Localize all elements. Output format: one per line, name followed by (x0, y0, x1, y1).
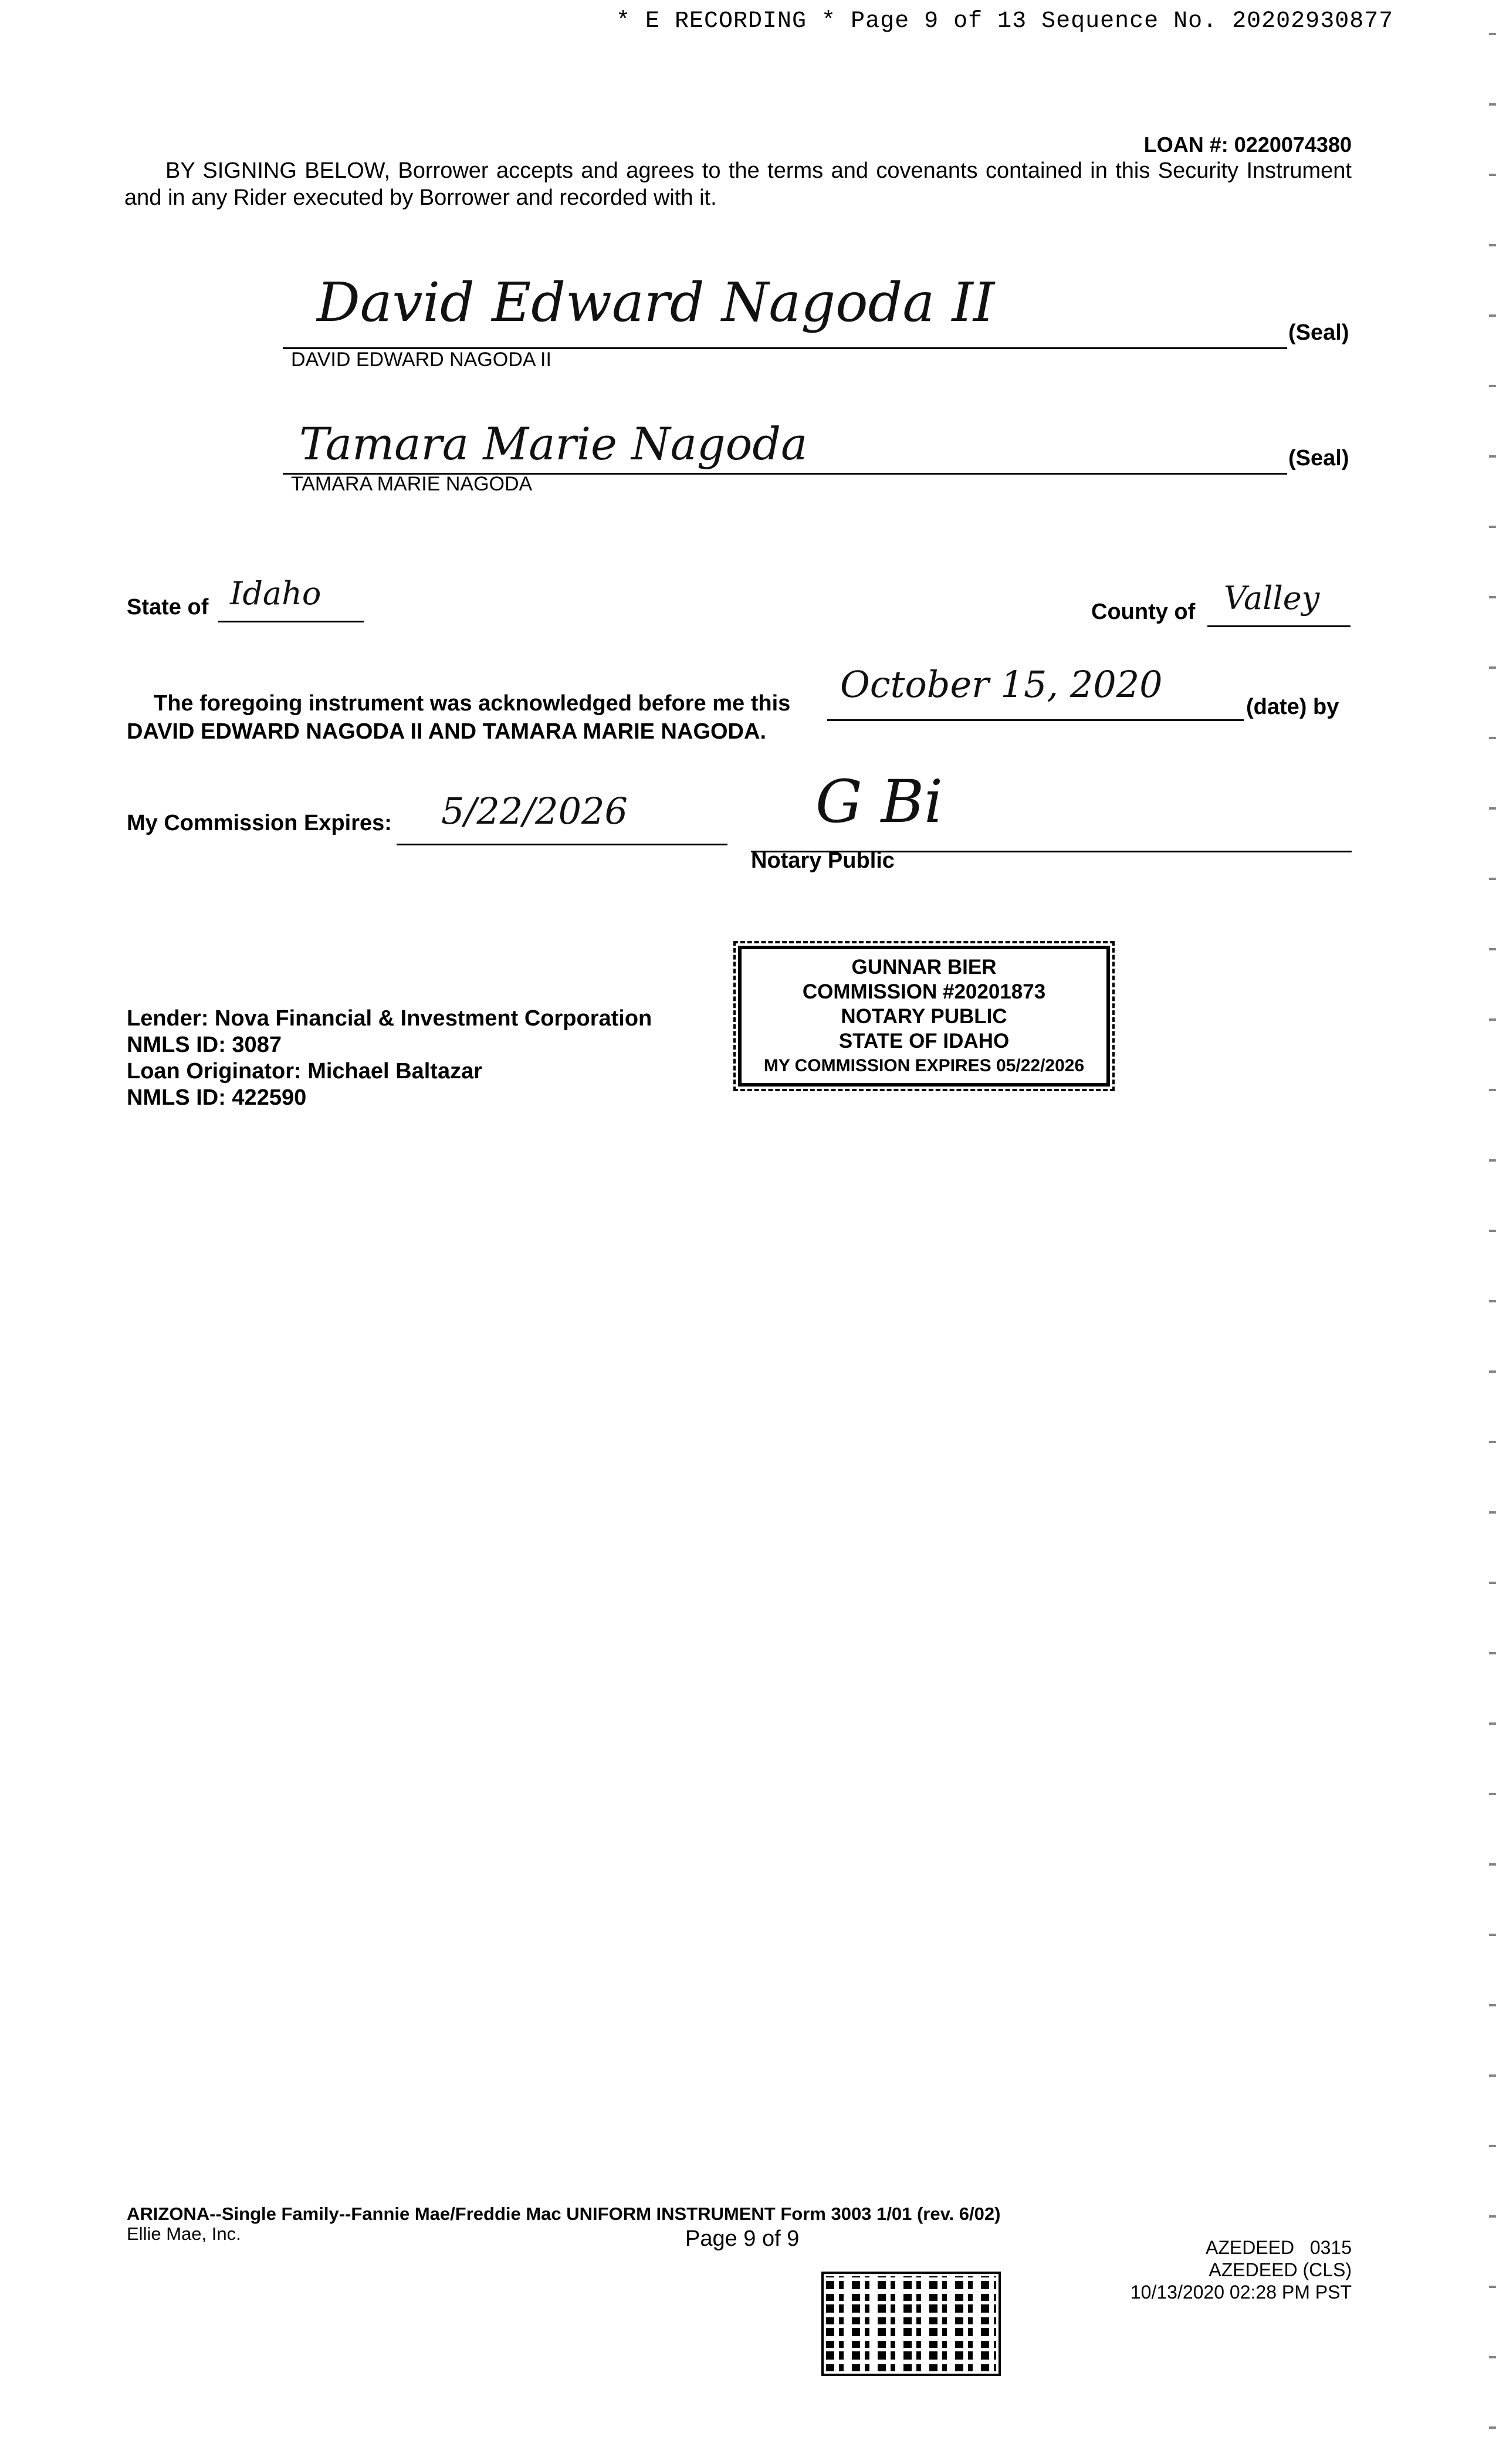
stamp-name: GUNNAR BIER (851, 956, 997, 979)
borrower-1-name: DAVID EDWARD NAGODA II (291, 348, 551, 371)
lender-block (127, 1006, 652, 1111)
borrower-1-signature: David Edward Nagoda II (317, 271, 995, 334)
county-line (1207, 625, 1351, 627)
stamp-commission: COMMISSION #20201873 (802, 980, 1046, 1003)
loan-originator: Loan Originator: Michael Baltazar (127, 1059, 482, 1084)
borrower-1-seal: (Seal) (1288, 320, 1349, 345)
lender-name: Lender: Nova Financial & Investment Corporation (127, 1006, 652, 1031)
ack-borrowers: DAVID EDWARD NAGODA II AND TAMARA MARIE NAGODA. (127, 719, 766, 744)
loan-label: LOAN #: (1143, 133, 1228, 157)
2d-barcode-icon (826, 2276, 996, 2371)
footer-code-2: AZEDEED (CLS) (1209, 2259, 1352, 2280)
borrower-2-signature: Tamara Marie Nagoda (299, 418, 808, 470)
state-line (218, 621, 364, 622)
stamp-title: NOTARY PUBLIC (841, 1005, 1007, 1028)
ack-date-suffix: (date) by (1246, 695, 1339, 719)
scan-edge-artifact (1489, 0, 1496, 2464)
state-value: Idaho (230, 575, 321, 612)
footer-codes (1131, 2236, 1352, 2303)
lender-nmls: NMLS ID: 3087 (127, 1033, 282, 1057)
notary-stamp (738, 946, 1110, 1087)
commission-value: 5/22/2026 (441, 790, 628, 832)
originator-nmls: NMLS ID: 422590 (127, 1085, 307, 1110)
stamp-state: STATE OF IDAHO (838, 1030, 1010, 1052)
footer-timestamp: 10/13/2020 02:28 PM PST (1130, 2282, 1352, 2303)
loan-number (1144, 133, 1352, 157)
commission-label: My Commission Expires: (127, 811, 392, 835)
notary-public-label: Notary Public (751, 848, 895, 873)
ack-text: The foregoing instrument was acknowledged before me this (154, 691, 791, 716)
ack-date-line (827, 719, 1244, 721)
commission-line (397, 844, 727, 845)
county-value: Valley (1224, 580, 1320, 617)
footer-publisher: Ellie Mae, Inc. (127, 2223, 241, 2244)
footer-code-1: AZEDEED 0315 (1206, 2237, 1352, 2258)
state-label: State of (127, 595, 209, 620)
recording-header: * E RECORDING * Page 9 of 13 Sequence No. 20202930877 (616, 8, 1394, 35)
borrower-2-seal: (Seal) (1288, 446, 1349, 471)
stamp-expires: MY COMMISSION EXPIRES 05/22/2026 (763, 1056, 1085, 1075)
signing-paragraph (124, 157, 1352, 211)
footer-form-line: ARIZONA--Single Family--Fannie Mae/Freddie Mac UNIFORM INSTRUMENT Form 3003 1/01 (rev. 6/02) (127, 2204, 1001, 2224)
notary-signature: G Bi (815, 767, 943, 836)
footer-page: Page 9 of 9 (685, 2226, 800, 2251)
county-label: County of (1091, 600, 1196, 624)
borrower-2-name: TAMARA MARIE NAGODA (291, 473, 533, 495)
loan-value: 0220074380 (1234, 133, 1352, 157)
signing-paragraph-text: BY SIGNING BELOW, Borrower accepts and agrees to the terms and covenants contained in this Security Instrument and in any Rider executed by Borrower and recorded with it. (124, 158, 1352, 210)
ack-date: October 15, 2020 (840, 663, 1163, 706)
